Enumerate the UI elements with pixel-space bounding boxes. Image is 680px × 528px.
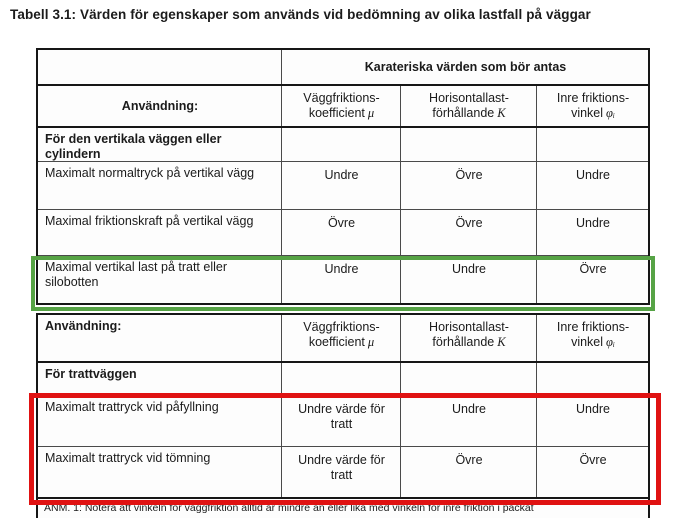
column-header-label: Inre friktions-vinkel (556, 320, 630, 349)
value-cell: Övre (400, 447, 536, 497)
value-cell: Övre (281, 210, 400, 255)
value-cell: Undre värde för tratt (281, 447, 400, 497)
table-row (38, 128, 648, 161)
column-header-internal-friction (536, 315, 648, 361)
column-header-internal-friction (536, 86, 648, 126)
row-label-cell: För den vertikala väggen eller cylindern (45, 132, 222, 161)
value-cell (400, 128, 536, 161)
column-header-label: Väggfriktions-koefficient (303, 91, 380, 120)
value-cell (281, 128, 400, 161)
table-row-red-highlight (38, 446, 648, 497)
span-header-cell: Karateriska värden som bör antas (281, 50, 648, 84)
column-header-row (38, 315, 648, 363)
table-row (38, 161, 648, 209)
value-cell (536, 128, 648, 161)
column-header-label: Horisontallast-förhållande (429, 91, 509, 120)
mu-symbol: μ (367, 105, 375, 120)
value-cell: Övre (400, 162, 536, 209)
properties-table-lower (36, 313, 650, 518)
value-cell: Övre (536, 256, 648, 303)
column-header-label: Horisontallast-förhållande (429, 320, 509, 349)
table-row (38, 209, 648, 255)
column-header-label: Väggfriktions-koefficient (303, 320, 380, 349)
row-label-cell: Maximal friktionskraft på vertikal vägg (45, 214, 254, 228)
mu-symbol: μ (367, 334, 375, 349)
value-cell: Undre värde för tratt (281, 396, 400, 446)
value-cell: Undre (281, 162, 400, 209)
phi-symbol: φᵢ (606, 334, 615, 349)
table-row-red-highlight (38, 395, 648, 446)
value-cell: Undre (536, 396, 648, 446)
row-label-cell: För trattväggen (45, 367, 137, 381)
k-symbol: K (497, 334, 506, 349)
properties-table-upper (36, 48, 650, 305)
value-cell (536, 363, 648, 395)
value-cell (281, 363, 400, 395)
usage-header-cell: Användning: (45, 319, 122, 333)
value-cell (400, 363, 536, 395)
table-row (38, 363, 648, 395)
value-cell: Övre (536, 447, 648, 497)
row-label-cell: Maximalt trattryck vid tömning (45, 451, 211, 465)
phi-symbol: φᵢ (606, 105, 615, 120)
value-cell: Undre (536, 162, 648, 209)
table-caption: Tabell 3.1: Värden för egenskaper som används vid bedömning av olika lastfall på väggar (10, 7, 591, 22)
column-header-horizontal-load (400, 86, 536, 126)
table-row-green-highlight (38, 255, 648, 303)
row-label-cell: Maximal vertikal last på tratt eller silobotten (45, 260, 228, 289)
span-header-row (38, 50, 648, 86)
value-cell: Undre (536, 210, 648, 255)
value-cell: Undre (281, 256, 400, 303)
value-cell: Övre (400, 210, 536, 255)
table-note: ANM. 1: Notera att vinkeln för väggfriktion alltid är mindre än eller lika med vinkeln för inre friktion i packat (38, 497, 648, 518)
usage-header-cell: Användning: (121, 99, 199, 114)
column-header-horizontal-load (400, 315, 536, 361)
row-label-cell: Maximalt trattryck vid påfyllning (45, 400, 219, 414)
column-header-wall-friction (281, 86, 400, 126)
row-label-cell: Maximalt normaltryck på vertikal vägg (45, 166, 255, 180)
empty-cell (38, 50, 281, 84)
value-cell: Undre (400, 396, 536, 446)
column-header-wall-friction (281, 315, 400, 361)
value-cell: Undre (400, 256, 536, 303)
k-symbol: K (497, 105, 506, 120)
column-header-label: Inre friktions-vinkel (556, 91, 630, 120)
column-header-row (38, 86, 648, 128)
